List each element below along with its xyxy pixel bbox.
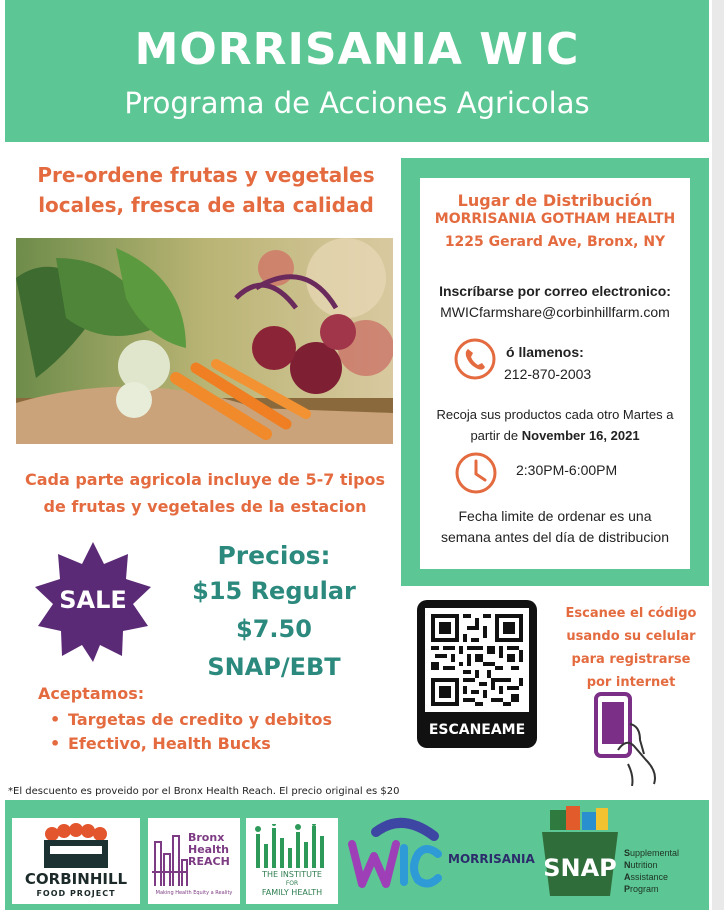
corbin-name-b: HILL: [89, 870, 128, 888]
snap-acronym: [624, 847, 679, 895]
register-label: Inscríbarse por correo electronico:: [439, 283, 671, 299]
phone-icon: [454, 338, 496, 380]
share-note-line-2: de frutas y vegetales de la estacion: [43, 497, 367, 516]
institute-family-health-logo: [246, 818, 338, 904]
snap-logo: [538, 804, 622, 900]
snap-s-rest: upplemental: [630, 848, 680, 858]
location-title: Lugar de Distribución: [457, 191, 653, 210]
location-name: MORRISANIA GOTHAM HEALTH: [434, 211, 676, 227]
prices-block: [168, 540, 380, 686]
wic-morrisania-label: MORRISANIA: [448, 852, 535, 866]
call-label: ó llamenos:: [506, 344, 584, 360]
price-snap: $7.50 SNAP/EBT: [207, 615, 341, 681]
accept-list: [38, 708, 398, 756]
bhr-tagline: Making Health Equity a Reality: [155, 890, 233, 896]
corbin-name-a: CORBIN: [24, 870, 90, 888]
bronx-health-reach-logo: [148, 818, 240, 904]
hand-phone-icon: [588, 690, 664, 786]
pickup-prefix: partir de: [470, 428, 522, 443]
scan-note-line-4: por internet: [586, 675, 676, 690]
deadline-line-2: semana antes del día de distribucion: [440, 529, 670, 545]
bhr-line-2: Health: [188, 843, 229, 856]
scan-note-line-1: Escanee el código: [565, 606, 697, 621]
bhr-line-1: Bronx: [188, 831, 225, 844]
pickup-line-2: [420, 425, 690, 446]
register-email-link[interactable]: MWICfarmshare@corbinhillfarm.com: [440, 304, 670, 320]
snap-a: A: [624, 872, 631, 882]
bhr-name: [188, 832, 230, 868]
price-regular: $15 Regular: [192, 577, 356, 605]
accepted-payments: [38, 682, 398, 756]
accept-title: Aceptamos:: [38, 684, 145, 703]
snap-a-rest: ssistance: [630, 872, 669, 882]
snap-word-n: [624, 859, 679, 871]
snap-p: P: [624, 884, 631, 894]
order-deadline: [420, 506, 690, 548]
pickup-line-1: Recoja sus productos cada otro Martes a: [436, 407, 674, 422]
prices-title: Precios:: [217, 541, 331, 570]
svg-text:SNAP: SNAP: [543, 854, 617, 882]
snap-n: N: [624, 860, 631, 870]
pickup-time: 2:30PM-6:00PM: [516, 462, 618, 478]
snap-word-s: [624, 847, 679, 859]
bhr-bars-icon: [152, 832, 188, 886]
scan-note: [548, 602, 714, 694]
sale-label: SALE: [59, 586, 127, 614]
produce-crate-icon: [40, 822, 112, 870]
scan-note-line-2: usando su celular: [566, 629, 696, 644]
vegetables-photo: [16, 238, 393, 444]
bhr-line-3: REACH: [188, 855, 230, 868]
call-number-link[interactable]: 212-870-2003: [504, 366, 592, 382]
pickup-date: November 16, 2021: [521, 428, 640, 443]
info-card: [420, 178, 690, 569]
headline-line-1: Pre-ordene frutas y vegetales: [37, 163, 375, 187]
header-banner: [5, 0, 709, 142]
snap-word-p: [624, 883, 679, 895]
page-subtitle: Programa de Acciones Agricolas: [124, 86, 590, 120]
ifh-line-3: FAMILY HEALTH: [261, 888, 323, 897]
deadline-line-1: Fecha limite de ordenar es una: [458, 508, 652, 524]
wic-logo: [346, 814, 446, 894]
headline: [16, 160, 396, 220]
headline-line-2: locales, fresca de alta calidad: [38, 193, 374, 217]
corbin-hill-logo: [12, 818, 140, 904]
accept-item: • Targetas de credito y debitos: [38, 708, 398, 732]
qr-code[interactable]: [431, 614, 523, 706]
snap-p-rest: rogram: [630, 884, 659, 894]
location-address: 1225 Gerard Ave, Bronx, NY: [444, 234, 666, 250]
ifh-line-1: THE INSTITUTE: [262, 870, 322, 879]
ifh-name: [246, 870, 338, 897]
share-note-line-1: Cada parte agricola incluye de 5-7 tipos: [24, 470, 386, 489]
snap-n-rest: utrition: [630, 860, 658, 870]
ifh-figures-icon: [254, 824, 330, 868]
corbin-name: [12, 870, 140, 888]
corbin-subtitle: FOOD PROJECT: [36, 889, 116, 898]
snap-word-a: [624, 871, 679, 883]
pickup-info: [420, 404, 690, 446]
page-title: MORRISANIA WIC: [134, 24, 580, 75]
qr-label: ESCANEAME: [428, 722, 526, 738]
accept-item: • Efectivo, Health Bucks: [38, 732, 398, 756]
scan-note-line-3: para registrarse: [571, 652, 691, 667]
share-note: [10, 466, 400, 520]
snap-s: S: [624, 848, 631, 858]
clock-icon: [454, 451, 498, 495]
ifh-line-2: FOR: [285, 880, 299, 887]
discount-footnote: *El descuento es proveido por el Bronx Health Reach. El precio original es $20: [8, 786, 400, 797]
